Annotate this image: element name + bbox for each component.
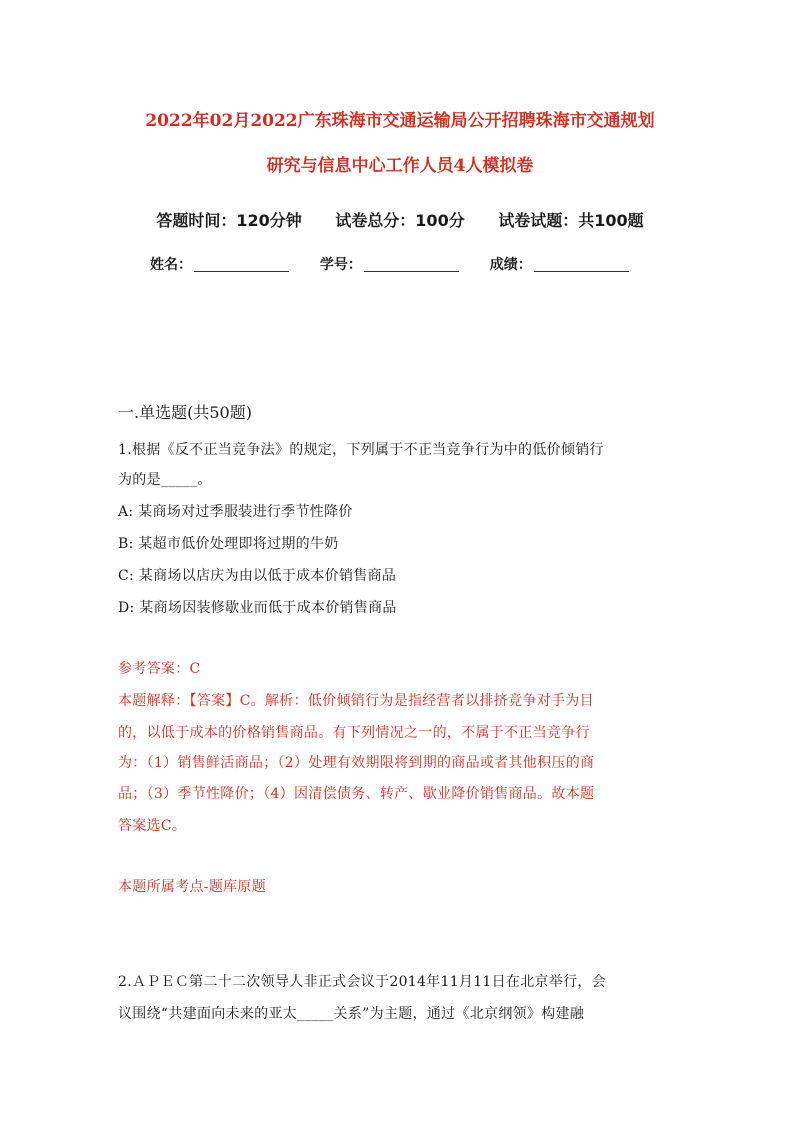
exam-meta [0, 208, 800, 231]
name-blank[interactable] [194, 257, 289, 272]
q1-source: 本题所属考点-题库原题 [118, 879, 267, 895]
score-label: 成绩： [489, 257, 532, 273]
q2-stem-line1: 2.ＡＰＥＣ第二十二次领导人非正式会议于2014年11月11日在北京举行，会 [118, 974, 607, 990]
exam-title-line2: 研究与信息中心工作人员4人模拟卷 [266, 156, 534, 176]
section-heading: 一.单选题(共50题) [118, 403, 252, 422]
score-field[interactable] [490, 254, 629, 274]
q1-answer: 参考答案：C [118, 661, 201, 677]
exam-time: 答题时间：120分钟 [156, 211, 302, 230]
q1-stem-line1: 1.根据《反不正当竞争法》的规定，下列属于不正当竞争行为中的低价倾销行 [118, 442, 604, 458]
student-no-blank[interactable] [364, 257, 459, 272]
score-blank[interactable] [534, 257, 629, 272]
q1-explanation-line4: 品；（3）季节性降价；（4）因清偿债务、转产、歇业降价销售商品。故本题 [118, 786, 595, 802]
exam-total-score: 试卷总分：100分 [335, 211, 465, 230]
name-field[interactable] [150, 254, 289, 274]
q2-stem-line2: 议围绕“共建面向未来的亚太_____关系”为主题，通过《北京纲领》构建融 [118, 1006, 585, 1022]
student-no-label: 学号： [319, 257, 362, 273]
student-info-fields [150, 254, 690, 274]
q1-explanation-line2: 的，以低于成本的价格销售商品。有下列情况之一的，不属于不正当竞争行 [118, 725, 590, 741]
q1-option-b: B: 某超市低价处理即将过期的牛奶 [118, 536, 339, 552]
student-no-field[interactable] [320, 254, 459, 274]
exam-title-line1: 2022年02月2022广东珠海市交通运输局公开招聘珠海市交通规划 [145, 111, 655, 131]
q1-stem-line2: 为的是_____。 [118, 472, 212, 488]
name-label: 姓名： [150, 257, 192, 273]
q1-explanation-line5: 答案选C。 [118, 818, 187, 834]
q1-option-d: D: 某商场因装修歇业而低于成本价销售商品 [118, 600, 397, 616]
q1-option-c: C: 某商场以店庆为由以低于成本价销售商品 [118, 568, 397, 584]
q1-explanation-line1: 本题解释：【答案】C。解析：低价倾销行为是指经营者以排挤竞争对手为目 [118, 693, 594, 709]
exam-question-count: 试卷试题：共100题 [498, 211, 644, 230]
q1-option-a: A: 某商场对过季服装进行季节性降价 [118, 504, 353, 520]
q1-explanation-line3: 为：（1）销售鲜活商品；（2）处理有效期限将到期的商品或者其他积压的商 [118, 755, 595, 771]
